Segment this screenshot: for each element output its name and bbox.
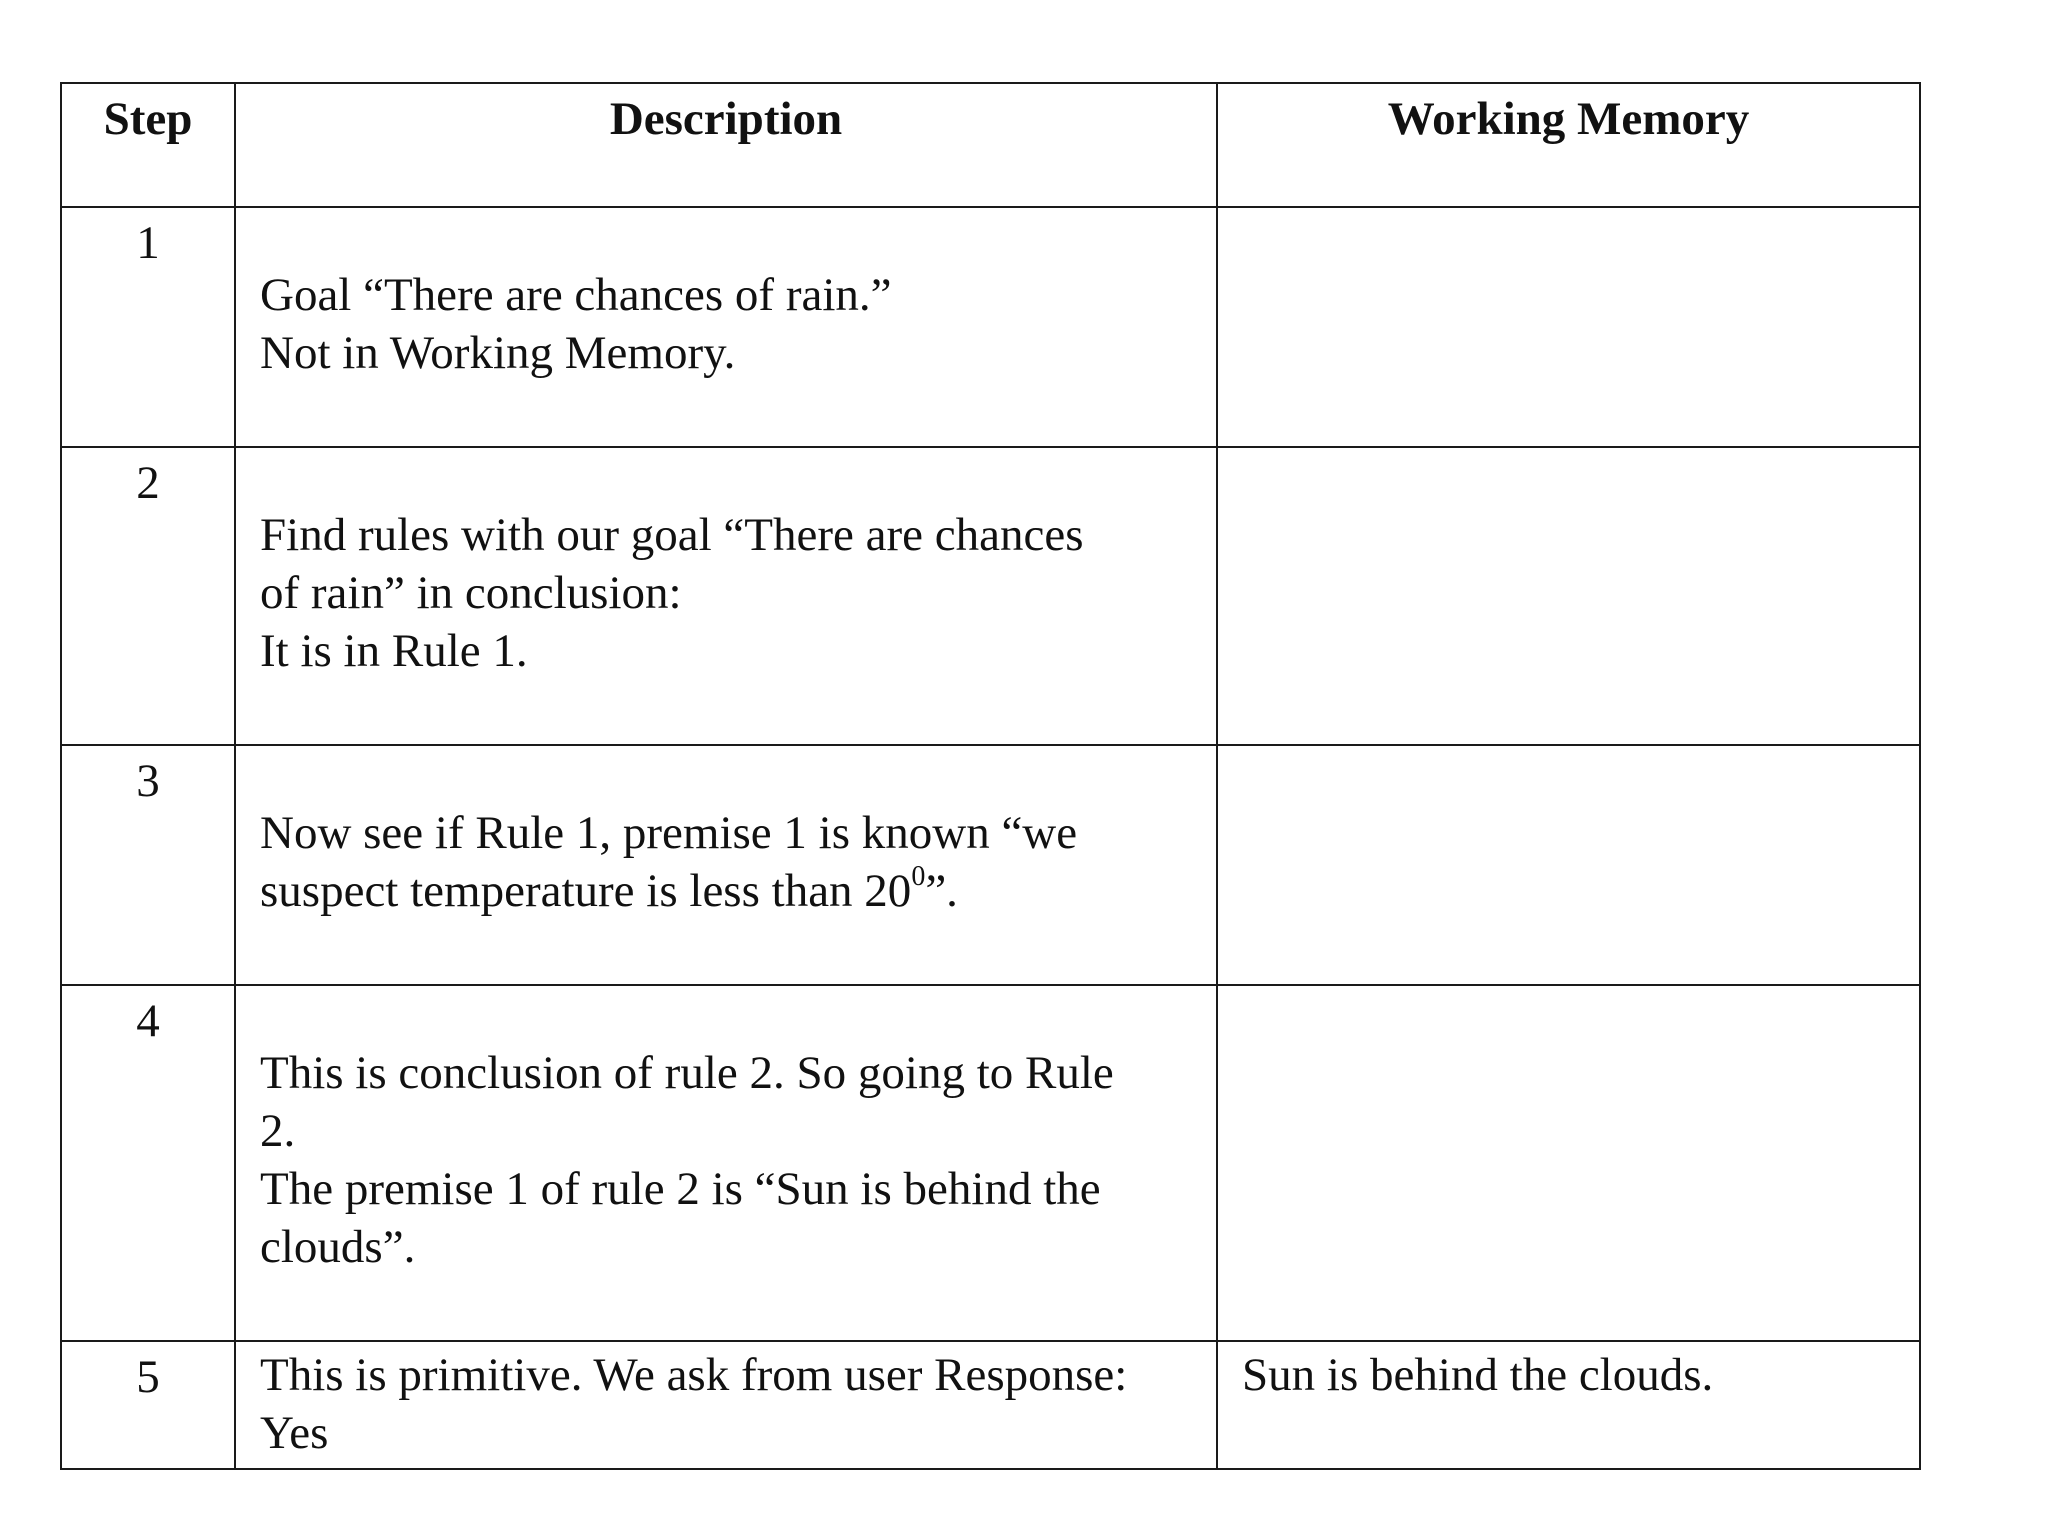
description-line: Yes	[260, 1407, 329, 1459]
table-row	[61, 985, 1920, 1341]
description-line: Not in Working Memory.	[260, 327, 736, 379]
table-row	[61, 447, 1920, 745]
description-text-tail: ”.	[925, 865, 958, 917]
table-row	[61, 1341, 1920, 1469]
step-description	[235, 745, 1217, 985]
step-description	[235, 1341, 1217, 1469]
description-line: Find rules with our goal “There are chances	[260, 509, 1084, 561]
description-line: It is in Rule 1.	[260, 625, 528, 677]
description-line: This is conclusion of rule 2. So going to Rule	[260, 1047, 1114, 1099]
step-description	[235, 207, 1217, 447]
working-memory-cell	[1217, 985, 1920, 1341]
description-line: The premise 1 of rule 2 is “Sun is behind the	[260, 1163, 1101, 1215]
description-line-with-superscript	[260, 862, 1192, 920]
step-number: 2	[61, 447, 235, 745]
working-memory-cell	[1217, 447, 1920, 745]
description-line: clouds”.	[260, 1221, 416, 1273]
description-text: suspect temperature is less than 20	[260, 865, 912, 917]
description-line: Now see if Rule 1, premise 1 is known “we	[260, 807, 1078, 859]
degree-superscript: 0	[911, 861, 926, 893]
step-number: 4	[61, 985, 235, 1341]
table-header-row	[61, 83, 1920, 207]
table-row	[61, 745, 1920, 985]
working-memory-text: Sun is behind the clouds.	[1242, 1349, 1714, 1401]
step-number: 3	[61, 745, 235, 985]
step-description	[235, 985, 1217, 1341]
working-memory-cell	[1217, 207, 1920, 447]
step-number: 1	[61, 207, 235, 447]
header-step: Step	[61, 83, 235, 207]
description-line: 2.	[260, 1105, 296, 1157]
header-description: Description	[235, 83, 1217, 207]
description-line: This is primitive. We ask from user Response:	[260, 1349, 1128, 1401]
table-row	[61, 207, 1920, 447]
working-memory-cell	[1217, 1341, 1920, 1469]
description-line: of rain” in conclusion:	[260, 567, 682, 619]
step-number: 5	[61, 1341, 235, 1469]
header-working-memory: Working Memory	[1217, 83, 1920, 207]
description-line: Goal “There are chances of rain.”	[260, 269, 892, 321]
rule-trace-table	[60, 82, 1921, 1470]
working-memory-cell	[1217, 745, 1920, 985]
rule-trace-table-container	[60, 82, 1919, 1470]
step-description	[235, 447, 1217, 745]
